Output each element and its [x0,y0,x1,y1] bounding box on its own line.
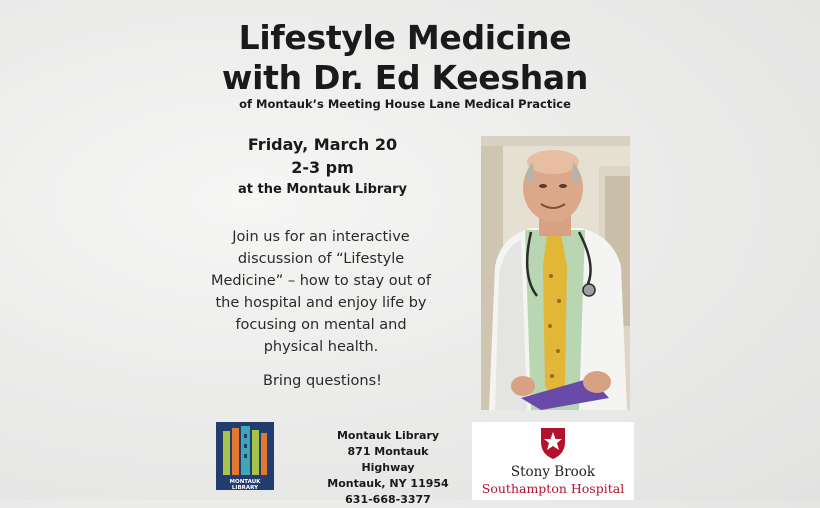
title-line-1: Lifestyle Medicine [238,18,572,57]
hospital-logo [472,422,634,500]
page-title [180,18,630,98]
event-time: 2-3 pm [291,158,354,177]
description-line: Join us for an interactive [232,229,410,245]
description-line: Medicine” – how to stay out of [210,273,432,289]
montauk-library-logo [216,422,274,490]
call-to-action: Bring questions! [263,373,382,389]
description-line: discussion of “Lifestyle [237,251,405,267]
svg-text:MONTAUK: MONTAUK [229,479,261,485]
library-phone: 631-668-3377 [345,493,431,506]
event-venue: at the Montauk Library [238,182,407,197]
description-line: physical health. [263,339,379,355]
event-date: Friday, March 20 [247,135,398,154]
description-line: focusing on mental and [235,317,407,333]
hospital-name-line-2: Southampton Hospital [481,481,625,496]
library-name: Montauk Library [336,429,440,442]
description-line: the hospital and enjoy life by [215,295,427,311]
subtitle: of Montauk’s Meeting House Lane Medical Practice [239,97,571,111]
library-city: Montauk, NY 11954 [327,477,449,490]
title-line-2: with Dr. Ed Keeshan [221,58,589,97]
svg-text:LIBRARY: LIBRARY [231,485,259,490]
doctor-photo [481,136,630,410]
library-contact [322,428,454,508]
hospital-name-line-1: Stony Brook [510,464,596,480]
library-street: 871 Montauk Highway [347,445,429,474]
event-description [200,226,442,358]
hospital-shield-icon [539,426,567,460]
